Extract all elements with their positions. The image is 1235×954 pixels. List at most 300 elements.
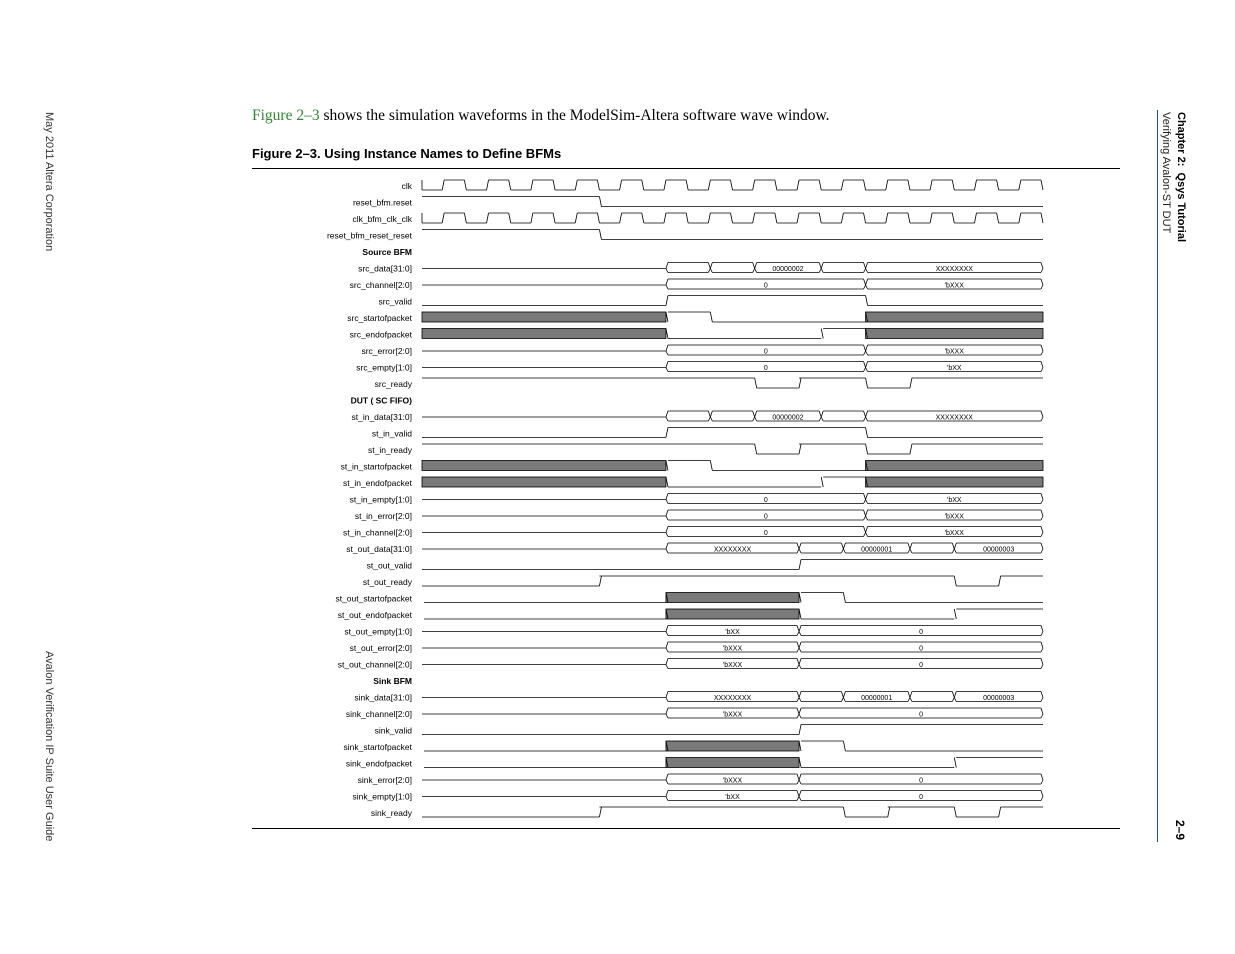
bus-edge-st-in-empty-1-0: [864, 494, 866, 500]
bus-edge-sink-empty-1-0: [799, 791, 801, 797]
unknown-fill-src-endofpacket: [866, 329, 1043, 339]
bus-edge-sink-data-31-0: [952, 698, 954, 702]
bus-edge-st-in-channel-2-0: [666, 527, 668, 533]
bus-edge-st-in-data-31-0: [666, 417, 668, 421]
bus-edge-st-out-channel-2-0: [1041, 665, 1043, 669]
bus-edge-sink-channel-2-0: [1041, 714, 1043, 718]
signal-label-sink-ready: sink_ready: [370, 808, 412, 818]
bus-edge-sink-error-2-0: [799, 774, 801, 780]
bus-edge-sink-empty-1-0: [797, 791, 799, 797]
bus-edge-sink-data-31-0: [797, 698, 799, 702]
bus-edge-sink-error-2-0: [797, 780, 799, 784]
bus-edge-sink-data-31-0: [843, 698, 845, 702]
bus-edge-st-out-channel-2-0: [666, 659, 668, 665]
bus-value-st-out-data-31-0: 00000001: [861, 546, 893, 554]
bus-edge-st-in-channel-2-0: [1041, 533, 1043, 537]
signal-label-sink-empty-1-0: sink_empty[1:0]: [352, 791, 412, 802]
bus-edge-st-out-error-2-0: [797, 648, 799, 652]
clk-edge-clk-bfm-clk-clk: [686, 213, 688, 223]
bus-edge-src-data-31-0: [708, 269, 710, 273]
bus-edge-src-channel-2-0: [1041, 285, 1043, 289]
group-header-sink-bfm: Sink BFM: [373, 676, 412, 686]
bus-edge-st-in-data-31-0: [710, 417, 712, 421]
signal-label-reset-bfm-reset: reset_bfm.reset: [352, 197, 412, 208]
bus-edge-st-in-error-2-0: [666, 516, 668, 520]
bus-edge-st-in-data-31-0: [819, 411, 821, 417]
signal-label-st-out-error-2-0: st_out_error[2:0]: [349, 643, 412, 653]
bus-edge-src-empty-1-0: [666, 362, 668, 368]
bus-edge-src-data-31-0: [755, 269, 757, 273]
signal-label-reset-bfm-reset-reset: reset_bfm_reset_reset: [326, 230, 412, 241]
unknown-fill-st-out-endofpacket: [666, 609, 799, 619]
bus-edge-src-error-2-0: [866, 345, 868, 351]
bus-value-sink-error-2-0: 0: [919, 777, 923, 785]
bus-edge-src-data-31-0: [864, 263, 866, 269]
bus-edge-st-in-empty-1-0: [1041, 500, 1043, 504]
signal-label-sink-channel-2-0: sink_channel[2:0]: [345, 709, 412, 719]
bus-edge-sink-data-31-0: [1041, 698, 1043, 702]
bus-edge-sink-channel-2-0: [666, 714, 668, 718]
bus-edge-st-in-data-31-0: [753, 411, 755, 417]
clk-edge-clk: [686, 180, 688, 190]
bus-edge-src-data-31-0: [866, 269, 868, 273]
signal-label-src-endofpacket: src_endofpacket: [349, 329, 412, 340]
bus-edge-st-out-data-31-0: [797, 543, 799, 549]
bus-value-src-empty-1-0: 'bXX: [946, 365, 962, 372]
bus-edge-src-error-2-0: [666, 351, 668, 355]
bus-edge-st-out-data-31-0: [666, 549, 668, 553]
bus-value-st-in-data-31-0: XXXXXXXX: [935, 414, 973, 422]
bus-edge-src-channel-2-0: [866, 285, 868, 289]
bus-edge-src-data-31-0: [821, 263, 823, 269]
clk-edge-clk: [908, 180, 910, 190]
bus-edge-src-empty-1-0: [866, 368, 868, 372]
bus-edge-sink-data-31-0: [666, 698, 668, 702]
bus-value-st-out-channel-2-0: 0: [919, 662, 923, 669]
bus-edge-src-data-31-0: [708, 263, 710, 269]
bus-edge-st-out-error-2-0: [1041, 648, 1043, 652]
bus-edge-src-data-31-0: [866, 263, 868, 269]
bus-edge-sink-channel-2-0: [799, 714, 801, 718]
clk-edge-clk-bfm-clk-clk: [642, 213, 644, 223]
signal-label-sink-startofpacket: sink_startofpacket: [343, 742, 412, 752]
clk-edge-clk: [487, 180, 489, 190]
bus-value-src-data-31-0: XXXXXXXX: [935, 266, 973, 273]
bus-edge-src-data-31-0: [710, 263, 712, 269]
bus-edge-sink-error-2-0: [1041, 774, 1043, 780]
bus-edge-sink-empty-1-0: [1041, 797, 1043, 801]
bus-edge-st-out-data-31-0: [843, 543, 845, 549]
bus-edge-sink-data-31-0: [910, 698, 912, 702]
bus-edge-st-out-data-31-0: [908, 543, 910, 549]
bus-edge-src-empty-1-0: [1041, 368, 1043, 372]
bus-value-src-channel-2-0: 'bXXX: [944, 282, 964, 290]
clk-edge-clk: [708, 180, 710, 190]
clk-edge-clk-bfm-clk-clk: [620, 213, 622, 223]
bus-edge-st-in-data-31-0: [666, 411, 668, 417]
bus-edge-st-out-data-31-0: [841, 549, 843, 553]
bus-edge-st-out-data-31-0: [954, 549, 956, 553]
bus-edge-st-out-data-31-0: [952, 543, 954, 549]
level-edge-st-in-endofpacket: [821, 477, 823, 487]
clk-edge-clk: [864, 180, 866, 190]
bus-edge-st-out-error-2-0: [797, 642, 799, 648]
clk-edge-clk-bfm-clk-clk: [886, 213, 888, 223]
signal-label-st-in-startofpacket: st_in_startofpacket: [340, 461, 412, 472]
bus-edge-sink-channel-2-0: [797, 714, 799, 718]
clk-edge-clk: [841, 180, 843, 190]
bus-edge-st-in-data-31-0: [753, 417, 755, 421]
unknown-fill-st-in-startofpacket: [422, 461, 666, 471]
pulse-edge-st-in-ready: [755, 444, 757, 454]
level-edge-src-endofpacket: [821, 329, 823, 339]
bus-value-sink-data-31-0: XXXXXXXX: [713, 695, 752, 702]
clk-edge-clk: [642, 180, 644, 190]
bus-edge-sink-data-31-0: [666, 692, 668, 698]
bus-edge-src-error-2-0: [1041, 351, 1043, 355]
clk-edge-clk-bfm-clk-clk: [487, 213, 489, 223]
bus-edge-src-data-31-0: [666, 263, 668, 269]
bus-edge-st-in-data-31-0: [1041, 411, 1043, 417]
group-header-source-bfm: Source BFM: [362, 247, 412, 257]
unknown-fill-sink-startofpacket: [666, 741, 799, 751]
bus-edge-st-out-channel-2-0: [666, 665, 668, 669]
chapter-label: Chapter 2:: [1175, 112, 1187, 167]
bus-edge-sink-channel-2-0: [799, 708, 801, 714]
figure-reference-link[interactable]: Figure 2–3: [252, 107, 320, 124]
bus-value-src-error-2-0: 'bXXX: [944, 348, 964, 356]
clk-edge-clk: [531, 180, 533, 190]
bus-edge-st-in-channel-2-0: [866, 527, 868, 533]
bus-edge-st-in-error-2-0: [864, 510, 866, 516]
signal-label-src-ready: src_ready: [374, 379, 412, 389]
pulse-edge-src-ready: [910, 378, 912, 388]
clk-edge-clk: [797, 180, 799, 190]
pulse-edge-st-in-ready: [910, 444, 912, 454]
level-edge-st-out-startofpacket: [843, 593, 845, 603]
clk-edge-clk-bfm-clk-clk: [841, 213, 843, 223]
clk-edge-clk: [997, 180, 999, 190]
bus-edge-st-in-data-31-0: [821, 417, 823, 421]
bus-edge-st-out-channel-2-0: [797, 665, 799, 669]
bus-edge-src-error-2-0: [864, 351, 866, 355]
bus-edge-st-out-channel-2-0: [797, 659, 799, 665]
bus-edge-sink-empty-1-0: [666, 791, 668, 797]
signal-label-clk: clk: [401, 181, 412, 191]
bus-edge-st-in-channel-2-0: [864, 527, 866, 533]
unknown-fill-st-in-endofpacket: [422, 477, 666, 487]
bus-edge-src-error-2-0: [864, 345, 866, 351]
bus-value-st-out-data-31-0: 00000003: [983, 546, 1015, 554]
clk-edge-clk: [952, 180, 954, 190]
pulse-edge-src-ready: [755, 378, 757, 388]
pulse-edge-src-ready: [799, 378, 801, 388]
clk-edge-clk-bfm-clk-clk: [442, 213, 444, 223]
bus-edge-src-empty-1-0: [1041, 362, 1043, 368]
bus-edge-st-in-error-2-0: [1041, 510, 1043, 516]
clk-edge-clk-bfm-clk-clk: [575, 213, 577, 223]
bus-value-src-error-2-0: 0: [763, 348, 768, 356]
bus-edge-src-channel-2-0: [864, 279, 866, 285]
bus-edge-sink-data-31-0: [908, 692, 910, 698]
bus-edge-src-data-31-0: [1041, 269, 1043, 273]
pulse-edge-st-out-ready: [999, 576, 1001, 586]
bus-edge-st-in-error-2-0: [866, 510, 868, 516]
signal-label-st-out-startofpacket: st_out_startofpacket: [335, 593, 412, 604]
bus-value-st-out-channel-2-0: 'bXXX: [722, 662, 743, 669]
bus-edge-src-empty-1-0: [866, 362, 868, 368]
bus-edge-sink-data-31-0: [954, 692, 956, 698]
signal-label-st-in-error-2-0: st_in_error[2:0]: [354, 511, 412, 521]
figure-title: Figure 2–3. Using Instance Names to Define BFMs: [252, 146, 562, 161]
bus-edge-st-out-empty-1-0: [666, 626, 668, 632]
bus-value-sink-channel-2-0: 'bXXX: [722, 711, 743, 719]
unknown-fill-src-startofpacket: [866, 312, 1043, 322]
bus-edge-st-in-data-31-0: [866, 411, 868, 417]
intro-text: shows the simulation waveforms in the ModelSim-Altera software wave window.: [319, 107, 830, 124]
bus-edge-st-in-empty-1-0: [1041, 494, 1043, 500]
clk-edge-clk: [575, 180, 577, 190]
clk-edge-clk-bfm-clk-clk: [930, 213, 932, 223]
bus-edge-sink-error-2-0: [1041, 780, 1043, 784]
bus-edge-st-out-empty-1-0: [797, 626, 799, 632]
pulse-edge-sink-ready: [888, 807, 890, 817]
clk-edge-clk: [553, 180, 555, 190]
bus-edge-st-out-data-31-0: [1041, 549, 1043, 553]
bit-edge-st-in-valid: [866, 428, 868, 438]
unknown-fill-src-endofpacket: [422, 329, 666, 339]
bus-edge-src-channel-2-0: [866, 279, 868, 285]
bus-edge-st-in-data-31-0: [1041, 417, 1043, 421]
bus-value-st-in-channel-2-0: 0: [763, 530, 768, 537]
pulse-edge-sink-ready: [954, 807, 956, 817]
bus-value-st-out-data-31-0: XXXXXXXX: [713, 546, 752, 554]
pulse-edge-st-in-ready: [799, 444, 801, 454]
bus-value-st-out-empty-1-0: 'bXX: [725, 629, 740, 636]
clk-edge-clk: [886, 180, 888, 190]
clk-edge-clk: [731, 180, 733, 190]
clk-edge-clk-bfm-clk-clk: [864, 213, 866, 223]
page-number: 2–9: [1173, 820, 1187, 841]
clk-edge-clk-bfm-clk-clk: [1019, 213, 1021, 223]
bus-value-sink-channel-2-0: 0: [919, 711, 923, 719]
bus-edge-st-out-error-2-0: [799, 648, 801, 652]
bus-edge-st-in-data-31-0: [708, 417, 710, 421]
running-header-section: Verifying Avalon-ST DUT: [1160, 112, 1172, 234]
clk-edge-clk-bfm-clk-clk: [509, 213, 511, 223]
clk-edge-clk-bfm-clk-clk: [997, 213, 999, 223]
clk-edge-clk: [974, 180, 976, 190]
signal-label-src-data-31-0: src_data[31:0]: [358, 263, 412, 274]
bus-edge-src-data-31-0: [819, 263, 821, 269]
signal-label-clk-bfm-clk-clk: clk_bfm_clk_clk: [352, 214, 412, 224]
signal-label-st-in-ready: st_in_ready: [368, 445, 412, 455]
bit-edge-reset-bfm-reset-reset: [599, 230, 601, 240]
bus-edge-sink-empty-1-0: [666, 797, 668, 801]
bus-edge-st-in-channel-2-0: [864, 533, 866, 537]
unknown-fill-st-out-startofpacket: [666, 593, 799, 603]
bus-edge-st-out-channel-2-0: [799, 659, 801, 665]
bus-edge-src-data-31-0: [755, 263, 757, 269]
bus-value-st-out-error-2-0: 0: [919, 645, 923, 653]
bus-edge-st-out-empty-1-0: [799, 632, 801, 636]
bit-edge-st-in-valid: [666, 428, 668, 438]
chapter-title: Qsys Tutorial: [1175, 172, 1187, 243]
bus-edge-src-channel-2-0: [864, 285, 866, 289]
bus-edge-st-out-data-31-0: [841, 543, 843, 549]
bus-edge-sink-error-2-0: [797, 774, 799, 780]
bus-edge-st-in-data-31-0: [821, 411, 823, 417]
clk-edge-clk-bfm-clk-clk: [952, 213, 954, 223]
bus-edge-sink-data-31-0: [799, 692, 801, 698]
bus-edge-st-out-error-2-0: [1041, 642, 1043, 648]
signal-label-sink-valid: sink_valid: [374, 725, 412, 736]
bus-value-src-channel-2-0: 0: [763, 282, 768, 290]
bus-edge-sink-empty-1-0: [797, 797, 799, 801]
bus-edge-st-in-data-31-0: [755, 411, 757, 417]
bus-value-sink-data-31-0: 00000001: [861, 695, 893, 702]
bus-value-st-out-empty-1-0: 0: [919, 629, 923, 636]
bus-edge-src-data-31-0: [821, 269, 823, 273]
bus-edge-st-out-empty-1-0: [1041, 632, 1043, 636]
bus-edge-st-in-channel-2-0: [666, 533, 668, 537]
bus-edge-sink-data-31-0: [910, 692, 912, 698]
bus-edge-sink-empty-1-0: [1041, 791, 1043, 797]
clk-edge-clk-bfm-clk-clk: [731, 213, 733, 223]
bus-edge-sink-data-31-0: [841, 698, 843, 702]
bus-edge-st-in-empty-1-0: [666, 494, 668, 500]
bus-edge-st-out-data-31-0: [910, 549, 912, 553]
bus-edge-sink-data-31-0: [799, 698, 801, 702]
bus-edge-sink-error-2-0: [799, 780, 801, 784]
bus-edge-st-out-data-31-0: [797, 549, 799, 553]
signal-label-st-in-endofpacket: st_in_endofpacket: [343, 478, 412, 488]
bus-edge-src-empty-1-0: [864, 368, 866, 372]
bus-edge-src-data-31-0: [864, 269, 866, 273]
bus-value-st-in-error-2-0: 'bXXX: [944, 513, 964, 521]
bus-edge-src-data-31-0: [666, 269, 668, 273]
bus-value-sink-empty-1-0: 'bXX: [725, 794, 740, 801]
signal-label-st-out-channel-2-0: st_out_channel[2:0]: [337, 659, 412, 670]
footer-date-company: May 2011 Altera Corporation: [43, 112, 55, 252]
level-edge-src-startofpacket: [710, 312, 712, 322]
bus-edge-src-data-31-0: [1041, 263, 1043, 269]
bus-edge-src-data-31-0: [710, 269, 712, 273]
bus-edge-src-error-2-0: [1041, 345, 1043, 351]
clk-edge-clk: [664, 180, 666, 190]
bus-value-sink-empty-1-0: 0: [919, 794, 923, 801]
clk-edge-clk: [442, 180, 444, 190]
signal-label-src-startofpacket: src_startofpacket: [347, 313, 412, 323]
signal-label-st-out-ready: st_out_ready: [362, 577, 412, 587]
bus-edge-st-in-empty-1-0: [866, 494, 868, 500]
bus-edge-src-data-31-0: [753, 263, 755, 269]
bus-edge-st-out-data-31-0: [799, 543, 801, 549]
clk-edge-clk-bfm-clk-clk: [597, 213, 599, 223]
signal-label-src-valid: src_valid: [378, 296, 412, 307]
bus-edge-src-data-31-0: [753, 269, 755, 273]
level-edge-sink-endofpacket: [954, 758, 956, 768]
clk-edge-clk-bfm-clk-clk: [553, 213, 555, 223]
bus-edge-sink-data-31-0: [1041, 692, 1043, 698]
bus-edge-st-in-data-31-0: [866, 417, 868, 421]
signal-label-st-out-valid: st_out_valid: [366, 560, 412, 571]
bus-value-st-in-empty-1-0: 0: [763, 497, 768, 504]
signal-label-src-error-2-0: src_error[2:0]: [361, 346, 412, 356]
clk-edge-clk: [753, 180, 755, 190]
bus-edge-st-in-data-31-0: [710, 411, 712, 417]
bus-edge-st-in-channel-2-0: [1041, 527, 1043, 533]
bus-edge-sink-data-31-0: [797, 692, 799, 698]
signal-label-st-out-data-31-0: st_out_data[31:0]: [346, 544, 412, 554]
signal-label-src-empty-1-0: src_empty[1:0]: [356, 362, 412, 373]
bus-edge-st-out-data-31-0: [799, 549, 801, 553]
bit-edge-src-valid: [666, 296, 668, 306]
unknown-fill-src-startofpacket: [422, 312, 666, 322]
bus-value-src-empty-1-0: 0: [763, 365, 768, 372]
unknown-fill-sink-endofpacket: [666, 758, 799, 768]
bus-edge-st-out-empty-1-0: [1041, 626, 1043, 632]
clk-edge-clk: [819, 180, 821, 190]
bus-edge-st-in-data-31-0: [708, 411, 710, 417]
clk-edge-clk-bfm-clk-clk: [753, 213, 755, 223]
bus-value-sink-data-31-0: 00000003: [983, 695, 1015, 702]
bus-edge-st-out-error-2-0: [799, 642, 801, 648]
bus-edge-st-in-error-2-0: [1041, 516, 1043, 520]
bus-edge-src-empty-1-0: [666, 368, 668, 372]
clk-edge-clk: [1019, 180, 1021, 190]
bus-edge-st-out-data-31-0: [952, 549, 954, 553]
bus-edge-sink-data-31-0: [954, 698, 956, 702]
bus-edge-st-out-data-31-0: [954, 543, 956, 549]
bus-edge-st-in-data-31-0: [864, 417, 866, 421]
clk-edge-clk-bfm-clk-clk: [1041, 213, 1043, 223]
bus-edge-sink-data-31-0: [908, 698, 910, 702]
pulse-edge-sink-ready: [599, 807, 601, 817]
bus-value-st-in-data-31-0: 00000002: [772, 414, 804, 422]
bus-edge-st-in-error-2-0: [666, 510, 668, 516]
group-header-dut-sc-fifo: DUT ( SC FIFO): [350, 395, 412, 406]
bus-edge-src-empty-1-0: [864, 362, 866, 368]
bus-edge-st-out-data-31-0: [1041, 543, 1043, 549]
signal-label-st-in-data-31-0: st_in_data[31:0]: [351, 412, 412, 422]
clk-edge-clk: [775, 180, 777, 190]
bus-value-st-out-error-2-0: 'bXXX: [722, 645, 743, 653]
bus-edge-st-in-empty-1-0: [866, 500, 868, 504]
bus-edge-sink-error-2-0: [666, 774, 668, 780]
clk-edge-clk: [620, 180, 622, 190]
bus-value-src-data-31-0: 00000002: [772, 266, 804, 273]
bus-edge-st-out-channel-2-0: [799, 665, 801, 669]
bus-edge-src-channel-2-0: [1041, 279, 1043, 285]
level-edge-sink-startofpacket: [843, 741, 845, 751]
pulse-edge-src-ready: [866, 378, 868, 388]
bus-edge-sink-data-31-0: [952, 692, 954, 698]
clk-edge-clk-bfm-clk-clk: [708, 213, 710, 223]
bus-edge-src-error-2-0: [866, 351, 868, 355]
pulse-edge-sink-ready: [999, 807, 1001, 817]
bus-edge-st-out-data-31-0: [910, 543, 912, 549]
bus-value-st-in-error-2-0: 0: [763, 513, 768, 521]
bus-edge-sink-error-2-0: [666, 780, 668, 784]
clk-edge-clk-bfm-clk-clk: [908, 213, 910, 223]
bus-edge-st-out-empty-1-0: [666, 632, 668, 636]
bus-edge-sink-data-31-0: [841, 692, 843, 698]
bus-edge-st-in-data-31-0: [864, 411, 866, 417]
bus-value-st-in-empty-1-0: 'bXX: [946, 497, 962, 504]
bus-value-st-in-channel-2-0: 'bXXX: [944, 530, 964, 537]
unknown-fill-st-in-endofpacket: [866, 477, 1043, 487]
